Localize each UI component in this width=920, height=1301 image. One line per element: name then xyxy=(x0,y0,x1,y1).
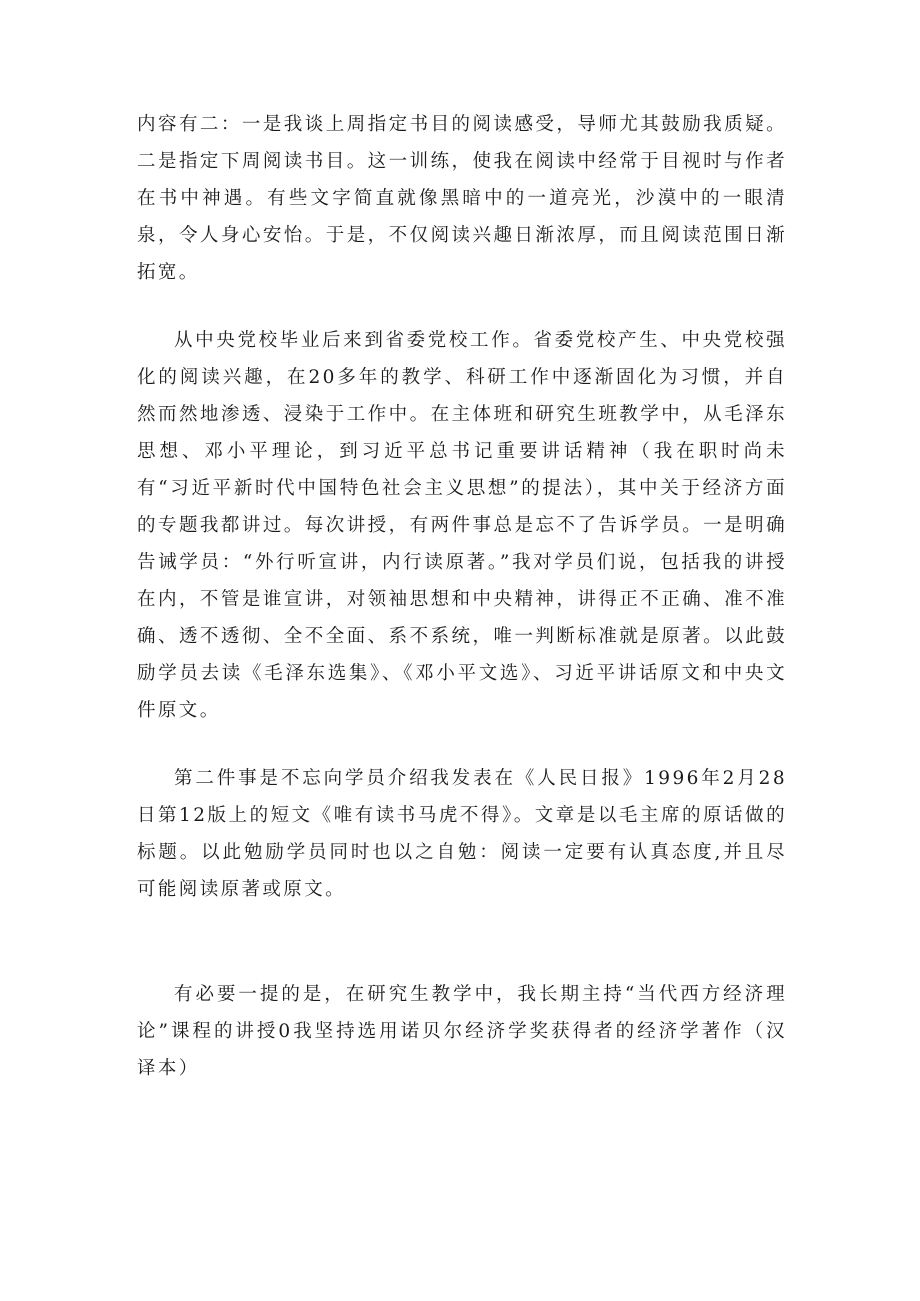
paragraph-reading-training: 内容有二：一是我谈上周指定书目的阅读感受，导师尤其鼓励我质疑。二是指定下周阅读书目。这一训练，使我在阅读中经常于目视时与作者在书中神遇。有些文字简直就像黑暗中的一道亮光，沙漠中的一眼清泉，令人身心安怡。于是，不仅阅读兴趣日渐浓厚，而且阅读范围日渐拓宽。 xyxy=(137,114,787,283)
document-body xyxy=(137,106,787,1087)
paragraph-graduate-course: 有必要一提的是，在研究生教学中，我长期主持“当代西方经济理论”课程的讲授0我坚持选用诺贝尔经济学奖获得者的经济学著作（汉译本） xyxy=(137,984,787,1079)
paragraph-peoples-daily-article: 第二件事是不忘向学员介绍我发表在《人民日报》1996年2月28日第12版上的短文《唯有读书马虎不得》。文章是以毛主席的原话做的标题。以此勉励学员同时也以之自勉：阅读一定要有认真态度,并且尽可能阅读原著或原文。 xyxy=(137,768,787,900)
paragraph-party-school-teaching: 从中央党校毕业后来到省委党校工作。省委党校产生、中央党校强化的阅读兴趣，在20多年的教学、科研工作中逐渐固化为习惯，并自然而然地渗透、浸染于工作中。在主体班和研究生班教学中，从毛泽东思想、邓小平理论，到习近平总书记重要讲话精神（我在职时尚未有“习近平新时代中国特色社会主义思想”的提法），其中关于经济方面的专题我都讲过。每次讲授，有两件事总是忘不了告诉学员。一是明确告诫学员：“外行听宣讲，内行读原著。”我对学员们说，包括我的讲授在内，不管是谁宣讲，对领袖思想和中央精神，讲得正不正确、准不准确、透不透彻、全不全面、系不系统，唯一判断标准就是原著。以此鼓励学员去读《毛泽东选集》、《邓小平文选》、习近平讲话原文和中央文件原文。 xyxy=(137,330,787,721)
